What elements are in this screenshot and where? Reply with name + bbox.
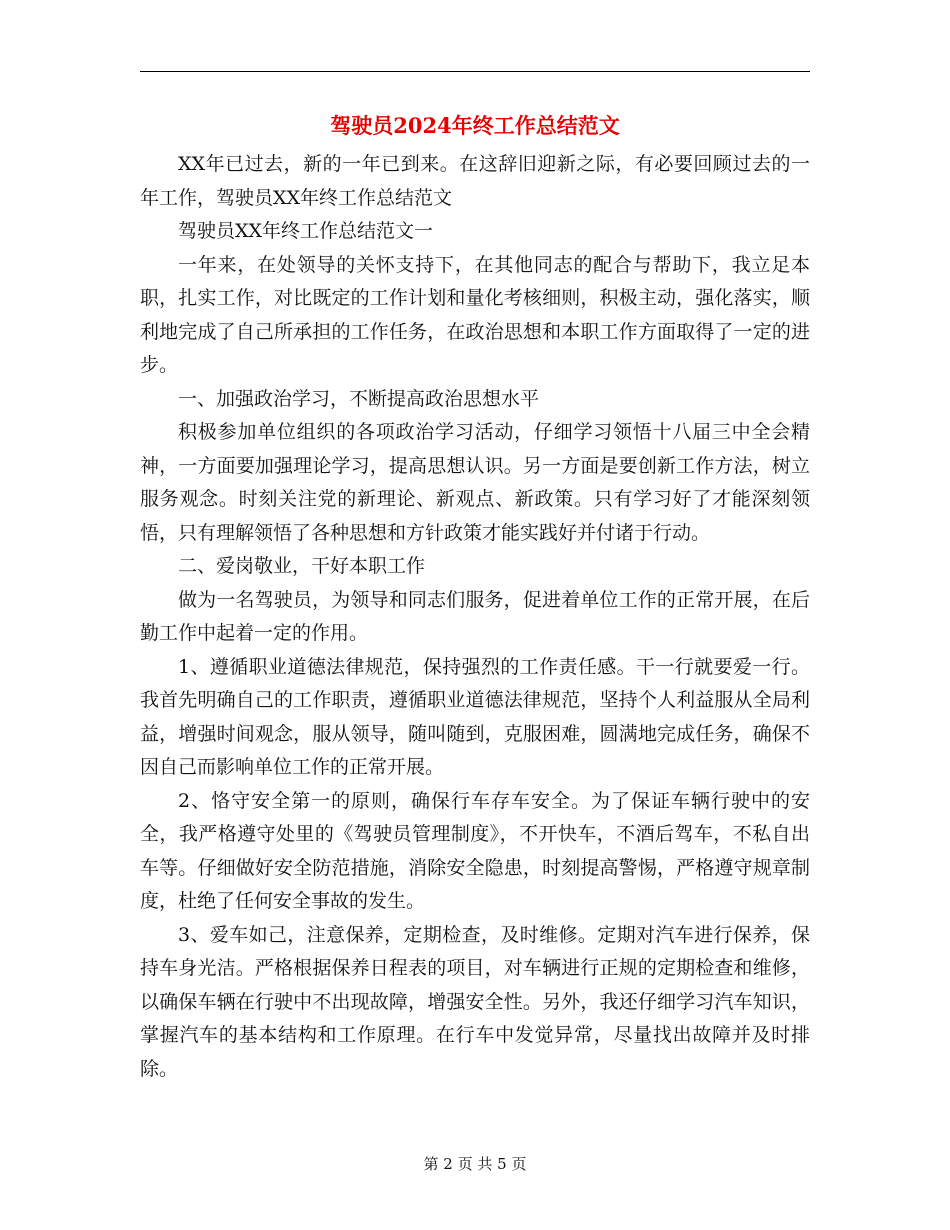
- document-title: 驾驶员2024年终工作总结范文: [330, 113, 620, 138]
- paragraph-item-3: 3、爱车如己，注意保养，定期检查，及时维修。定期对汽车进行保养，保持车身光洁。严格根据保养日程表的项目，对车辆进行正规的定期检查和维修，以确保车辆在行驶中不出现故障，增强安全性。另外，我还仔细学习汽车知识，掌握汽车的基本结构和工作原理。在行车中发觉异常，尽量找出故障并及时排除。: [140, 923, 810, 1080]
- document-body: [140, 148, 810, 1086]
- paragraph-item-1: 1、遵循职业道德法律规范，保持强烈的工作责任感。干一行就要爱一行。我首先明确自己的工作职责，遵循职业道德法律规范，坚持个人利益服从全局利益，增强时间观念，服从领导，随叫随到，克服困难，圆满地完成任务，确保不因自己而影响单位工作的正常开展。: [140, 655, 810, 778]
- section-heading-2: 二、爱岗敬业，干好本职工作: [178, 555, 426, 577]
- paragraph-intro: XX年已过去，新的一年已到来。在这辞旧迎新之际，有必要回顾过去的一年工作，驾驶员XX年终工作总结范文: [140, 153, 810, 209]
- paragraph-subtitle: 驾驶员XX年终工作总结范文一: [178, 220, 434, 242]
- paragraph-political-study: 积极参加单位组织的各项政治学习活动，仔细学习领悟十八届三中全会精神，一方面要加强理论学习，提高思想认识。另一方面是要创新工作方法，树立服务观念。时刻关注党的新理论、新观点、新政策。只有学习好了才能深刻领悟，只有理解领悟了各种思想和方针政策才能实践好并付诸于行动。: [140, 421, 810, 544]
- page-number-footer: 第 2 页 共 5 页: [423, 1155, 527, 1173]
- paragraph-driver-role: 做为一名驾驶员，为领导和同志们服务，促进着单位工作的正常开展，在后勤工作中起着一定的作用。: [140, 588, 810, 644]
- paragraph-item-2: 2、恪守安全第一的原则，确保行车存车安全。为了保证车辆行驶中的安全，我严格遵守处里的《驾驶员管理制度》，不开快车，不酒后驾车，不私自出车等。仔细做好安全防范措施，消除安全隐患，时刻提高警惕，严格遵守规章制度，杜绝了任何安全事故的发生。: [140, 789, 810, 912]
- header-rule: [140, 71, 810, 72]
- paragraph-overview: 一年来，在处领导的关怀支持下，在其他同志的配合与帮助下，我立足本职，扎实工作，对比既定的工作计划和量化考核细则，积极主动，强化落实，顺利地完成了自己所承担的工作任务，在政治思想和本职工作方面取得了一定的进步。: [140, 253, 810, 376]
- section-heading-1: 一、加强政治学习，不断提高政治思想水平: [178, 387, 540, 410]
